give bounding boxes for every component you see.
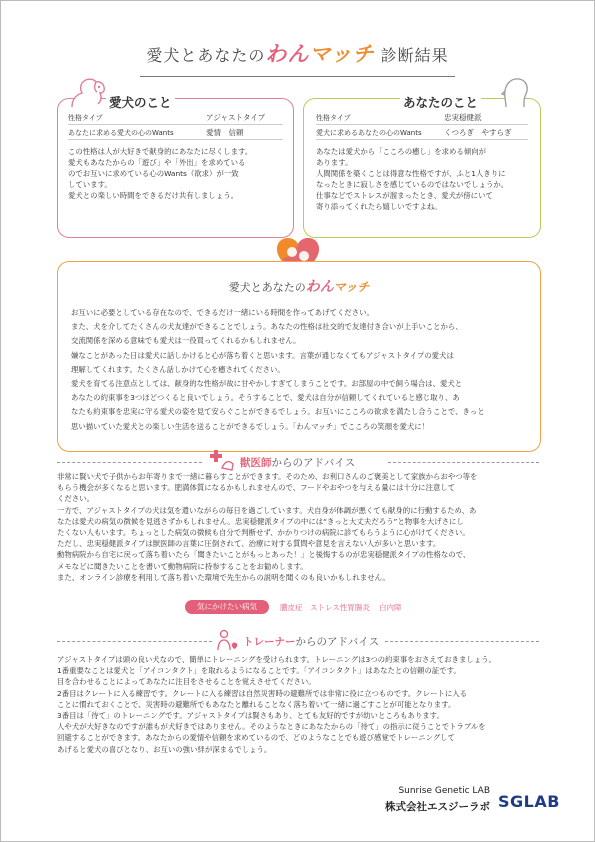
text-line: 人や犬が大好きなのですが誰もが犬好きではありません。そのようなときにあなたからの「待て」の指示に従うことでトラブルを bbox=[57, 722, 486, 732]
text-line: なったときに寂しさを感じているのではないでしょうか。 bbox=[316, 180, 509, 189]
title-wan: わん bbox=[265, 42, 310, 66]
text-line: あなたは愛犬から「こころの癒し」を求める傾向が bbox=[316, 147, 486, 156]
dashed-divider bbox=[57, 462, 202, 463]
text-line: あなたの約束事を3つほどつくると良いでしょう。そうすることで、愛犬は自分が信頼してくれていると感じ取り、あ bbox=[71, 393, 460, 403]
text-line: 寄り添ってくれたら嬉しいですよね。 bbox=[316, 202, 442, 211]
text-line: 仕事などでストレスが溜まったとき、愛犬が傍にいて bbox=[316, 191, 493, 200]
dog-card bbox=[57, 95, 294, 238]
sglab-logo: SGLAB bbox=[498, 792, 560, 811]
trainer-icon bbox=[215, 628, 241, 652]
text-line: 目を合わせることによってあなたに注目をさせることを覚えさせてください。 bbox=[57, 677, 316, 687]
you-description bbox=[316, 146, 508, 212]
text-line: この性格は人が大好きで献身的にあなたに尽くします。 bbox=[68, 147, 253, 156]
text-line: 嫌なことがあった日は愛犬に話しかけると心が落ち着くと思います。言葉が通じなくてもアジャストタイプの愛犬は bbox=[71, 350, 454, 360]
disease-item: ストレス性胃腸炎 bbox=[310, 603, 370, 612]
you-wants-value: くつろぎ やすらぎ bbox=[444, 128, 512, 137]
text-line: 愛犬を育てる注意点としては、献身的な性格が故に甘やかしすぎてしまうことです。お部屋の中で飼う場合は、愛犬と bbox=[71, 379, 463, 389]
trainer-title-highlight: トレーナー bbox=[243, 636, 296, 648]
title-rule bbox=[140, 76, 455, 77]
text-line: 愛犬との楽しい時間をできるだけ共有しましょう。 bbox=[68, 191, 238, 200]
dog-type-label: 性格タイプ bbox=[68, 114, 103, 122]
text-line: ことに慣れておくことで、災害時の避難所でもあなたと離れることなく落ち着いて一緒に過ごすことが可能となります。 bbox=[57, 699, 456, 709]
text-line: 人間関係を築くことは得意な性格ですが、ふと1人きりに bbox=[316, 169, 506, 178]
text-line: また、オンライン診療を利用して落ち着いた環境で先生からの説明を聞くのも良いかもしれません。 bbox=[57, 572, 390, 582]
text-line: もらう機会が多くなると思います。肥満体質になるかもしれませんので、フードやおやつを与える量には十分に注意して bbox=[57, 483, 456, 493]
dog-description bbox=[68, 146, 252, 201]
text-line: ください。 bbox=[57, 494, 94, 504]
text-line: 動物病院から自宅に戻って落ち着いたら「聞きたいことがもっとあった！」と後悔するのが忠実穏健派タイプの性格なので、 bbox=[57, 550, 471, 560]
match-heading-pre: 愛犬とあなたの bbox=[228, 281, 306, 294]
vet-title-rest: からのアドバイス bbox=[271, 457, 356, 469]
dashed-divider bbox=[57, 641, 212, 642]
text-line: 一方で、アジャストタイプの犬は気を遣いながらの毎日を過ごしています。犬自身が体調が悪くても献身的に行動するため、あ bbox=[57, 505, 477, 515]
text-line: たくない人もいます。ちょっとした病気の徴候も自分で判断せず、かかりつけの病院に診てもらうように心がけてください。 bbox=[57, 528, 470, 538]
dashed-divider bbox=[385, 641, 539, 642]
dog-wants-label: あなたに求める愛犬の心のWants bbox=[68, 129, 174, 137]
you-type-label: 性格タイプ bbox=[316, 114, 351, 122]
text-line: のでお互いに求めている心のWants（欲求）が一致 bbox=[68, 169, 239, 178]
you-card bbox=[303, 95, 541, 238]
company-name: 株式会社エスジーラボ bbox=[385, 801, 490, 813]
match-heading-match: マッチ bbox=[333, 280, 370, 294]
text-line: 回避することができます。あなたからの愛情や信頼を求めているので、どのようなことでも遊び感覚でトレーニングして bbox=[57, 733, 456, 743]
disease-item: 膿皮症 bbox=[280, 603, 303, 612]
match-heading-wan: わん bbox=[305, 279, 334, 295]
dog-icon bbox=[68, 77, 110, 111]
page-title bbox=[0, 38, 595, 68]
text-line: また、犬を介してたくさんの犬友達ができることでしょう。あなたの性格は社交的で友達付き合いが上手いことから、 bbox=[71, 322, 463, 332]
match-card bbox=[57, 261, 541, 452]
text-line: しています。 bbox=[68, 180, 112, 189]
divider bbox=[316, 124, 528, 125]
text-line: メモなどに聞きたいことを書いて動物病院に持参することをお勧めします。 bbox=[57, 561, 308, 571]
vet-advice bbox=[57, 471, 477, 583]
match-description bbox=[71, 306, 485, 434]
text-line: なたは愛犬の病気の徴候を見逃さずかもしれません。忠実穏健派タイプの中には“きっと大丈夫だろう”と物事を大げさにし bbox=[57, 516, 464, 526]
text-line: あげると愛犬の喜びとなり、お互いの強い絆が深まるでしょう。 bbox=[57, 744, 272, 754]
text-line: 非常に賢い犬で子供からお年寄りまで一緒に暮らすことができます。そのため、お利口さんのご褒美として家族からおやつ等を bbox=[57, 472, 478, 481]
text-line: 2番目はクレートに入る練習です。クレートに入る練習は自然災害時の避難所では非常に役に立つものです。クレートに入る bbox=[57, 688, 468, 698]
person-icon bbox=[500, 75, 530, 109]
text-line: 3番目は「待て」のトレーニングです。アジャストタイプは賢さもあり、とても友好的ですが幼いところもあります。 bbox=[57, 711, 444, 721]
trainer-advice bbox=[57, 654, 496, 755]
dog-heading: 愛犬のこと bbox=[106, 93, 175, 111]
you-heading: あなたのこと bbox=[400, 93, 481, 111]
trainer-title bbox=[243, 634, 379, 649]
vet-title-highlight: 獣医師 bbox=[240, 457, 272, 469]
dashed-divider bbox=[388, 462, 539, 463]
divider bbox=[68, 139, 283, 140]
vet-icon bbox=[206, 448, 236, 472]
title-post: 診断結果 bbox=[374, 46, 449, 65]
dog-type-value: アジャストタイプ bbox=[206, 113, 266, 122]
text-line: ただし、忠実穏健派タイプは獣医師の言葉に圧倒されて、治療に対する質問や意見を言えない人が多いと思います。 bbox=[57, 539, 441, 549]
text-line: 愛犬もあなたからの「遊び」や「外出」を求めている bbox=[68, 158, 246, 167]
dog-wants-value: 愛情 信頼 bbox=[206, 128, 244, 137]
disease-item: 白内障 bbox=[379, 603, 402, 612]
text-line: 交流関係を深める意味でも愛犬は一役買ってくれるかもしれません。 bbox=[71, 336, 301, 346]
divider bbox=[68, 124, 283, 125]
match-heading bbox=[58, 276, 540, 296]
vet-title bbox=[240, 455, 355, 470]
lab-name: Sunrise Genetic LAB bbox=[398, 786, 490, 796]
text-line: 1番重要なことは愛犬と「アイコンタクト」を取れるようになることです。「アイコンタクト」はあなたとの信頼の証です。 bbox=[57, 666, 461, 676]
you-wants-label: 愛犬に求めるあなたの心のWants bbox=[316, 129, 422, 137]
disease-pill: 気にかけたい病気 bbox=[185, 600, 269, 614]
title-match: マッチ bbox=[309, 42, 375, 66]
text-line: あります。 bbox=[316, 158, 353, 167]
title-pre: 愛犬とあなたの bbox=[146, 46, 266, 65]
you-type-value: 忠実穏健派 bbox=[444, 113, 482, 122]
text-line: 理解してくれます。たくさん話しかけて心を癒されてください。 bbox=[71, 364, 285, 374]
text-line: 思い描いていた愛犬との楽しい生活を送ることができるでしょう。「わんマッチ」でこころの笑顔を愛犬に！ bbox=[71, 421, 430, 431]
divider bbox=[316, 139, 528, 140]
trainer-title-rest: からのアドバイス bbox=[295, 636, 380, 648]
text-line: なたも約束事を忠実に守る愛犬の姿を見て安らぐことができるでしょう。お互いにこころの欲求を満たし合うことで、きっと bbox=[71, 407, 485, 417]
text-line: お互いに必要としている存在なので、できるだけ一緒にいる時間を作ってあげてください。 bbox=[71, 308, 374, 317]
text-line: アジャストタイプは頭の良い犬なので、簡単にトレーニングを受けられます。トレーニングは3つの約束事をおさえておきましょう。 bbox=[57, 655, 496, 664]
